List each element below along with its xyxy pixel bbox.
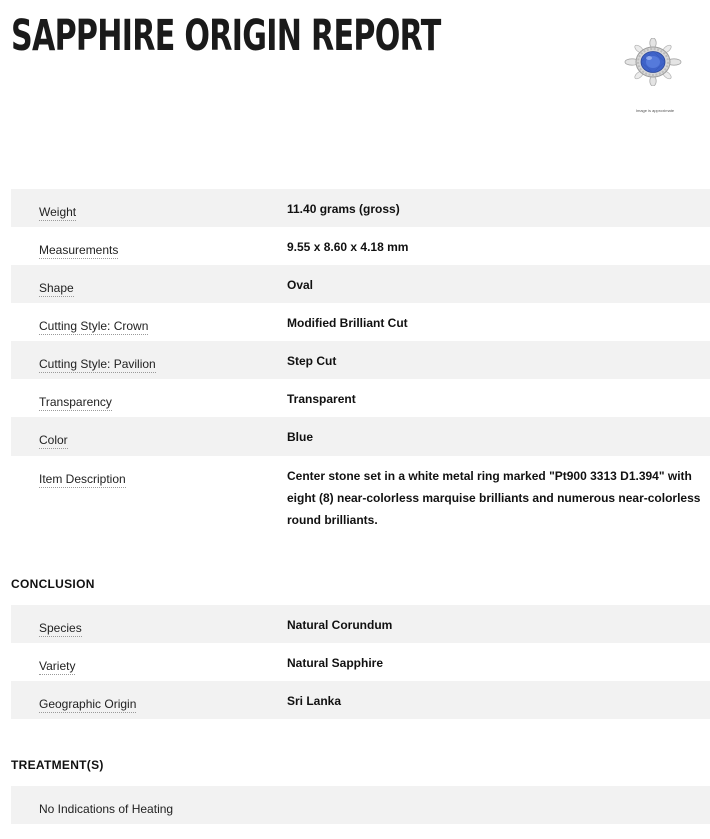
row-value-shape: Oval [287, 278, 314, 292]
details-table [11, 189, 710, 540]
row-label-cutting-pavilion: Cutting Style: Pavilion [39, 357, 156, 371]
treatments-table [11, 786, 710, 824]
row-value-item-description: Center stone set in a white metal ring marked "Pt900 3313 D1.394" with eight (8) near-colorless marquise brilliants and numerous near-colorless round brilliants. [287, 469, 701, 527]
row-label-variety: Variety [39, 659, 76, 673]
image-caption: Image is approximate [635, 108, 675, 113]
row-label-shape: Shape [39, 281, 74, 295]
conclusion-table [11, 605, 710, 719]
treatments-heading: TREATMENT(S) [11, 758, 104, 772]
table-row [11, 417, 710, 456]
row-label-weight: Weight [39, 205, 77, 219]
sapphire-ring-icon [624, 38, 682, 86]
table-row [11, 189, 710, 227]
row-value-cutting-pavilion: Step Cut [287, 354, 337, 368]
row-label-geographic-origin: Geographic Origin [39, 697, 137, 711]
row-label-measurements: Measurements [39, 243, 119, 257]
row-label-item-description: Item Description [39, 472, 126, 486]
row-label-transparency: Transparency [39, 395, 112, 409]
row-label-color: Color [39, 433, 68, 447]
table-row [11, 681, 710, 719]
table-row [11, 456, 710, 540]
table-row [11, 303, 710, 341]
table-row [11, 379, 710, 417]
report-title: SAPPHIRE ORIGIN REPORT [11, 11, 441, 61]
row-value-cutting-crown: Modified Brilliant Cut [287, 316, 408, 330]
row-value-variety: Natural Sapphire [287, 656, 384, 670]
row-label-species: Species [39, 621, 82, 635]
table-row [11, 643, 710, 681]
table-row [11, 265, 710, 303]
table-row [11, 786, 710, 824]
table-row [11, 605, 710, 643]
row-value-geographic-origin: Sri Lanka [287, 694, 342, 708]
table-row [11, 341, 710, 379]
row-value-transparency: Transparent [287, 392, 356, 406]
conclusion-heading: CONCLUSION [11, 577, 95, 591]
row-value-weight: 11.40 grams (gross) [287, 202, 400, 216]
treatment-text: No Indications of Heating [39, 802, 174, 816]
row-label-cutting-crown: Cutting Style: Crown [39, 319, 149, 333]
table-row [11, 227, 710, 265]
row-value-measurements: 9.55 x 8.60 x 4.18 mm [287, 240, 409, 254]
row-value-species: Natural Corundum [287, 618, 393, 632]
row-value-color: Blue [287, 430, 314, 444]
